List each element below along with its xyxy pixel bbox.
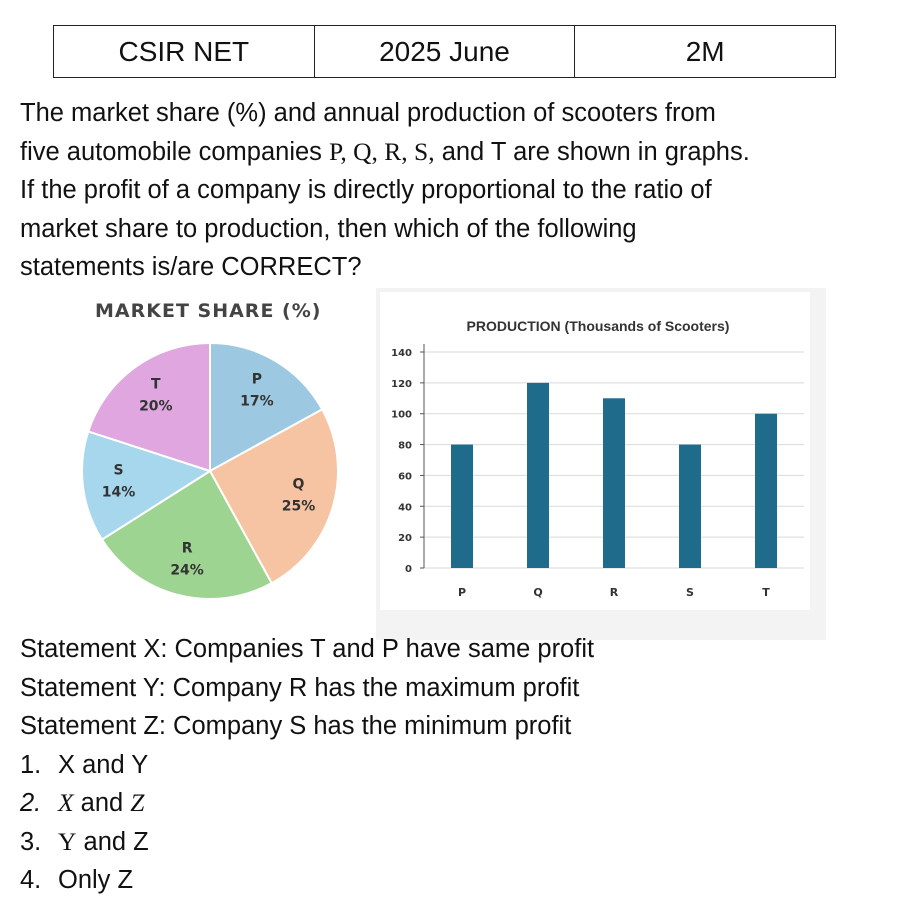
option-3-var-a: Y xyxy=(58,826,77,856)
pie-label-r: R xyxy=(181,540,193,557)
bar-chart-svg xyxy=(376,288,826,640)
pie-value-p: 17% xyxy=(240,393,274,410)
x-tick-label-r: R xyxy=(609,586,619,599)
question-line-2-start: five automobile companies xyxy=(20,137,330,166)
bar-r xyxy=(603,398,625,568)
option-2-and: and xyxy=(73,789,131,817)
bar-s xyxy=(679,445,701,568)
pie-label-t: T xyxy=(151,376,161,393)
pie-label-p: P xyxy=(251,371,263,388)
pie-value-s: 14% xyxy=(101,484,136,501)
question-line-2-end: and T are shown in graphs. xyxy=(434,137,750,166)
x-tick-label-s: S xyxy=(686,586,694,599)
statements-and-options xyxy=(20,630,900,900)
option-4[interactable] xyxy=(20,861,900,900)
pie-value-t: 20% xyxy=(139,398,173,415)
y-tick-label: 140 xyxy=(391,348,412,359)
exam-info-table xyxy=(53,25,836,78)
option-4-text: Only Z xyxy=(58,866,134,894)
option-1-text: X and Y xyxy=(58,750,149,779)
y-tick-label: 100 xyxy=(391,409,412,421)
option-4-number: 4. xyxy=(20,866,42,894)
bar-chart-title: PRODUCTION (Thousands of Scooters) xyxy=(466,318,730,334)
question-line-4: market share to production, then which of the following xyxy=(20,214,637,243)
option-1[interactable] xyxy=(20,746,900,785)
y-tick-label: 20 xyxy=(398,533,412,545)
pie-chart-title: MARKET SHARE (%) xyxy=(95,300,322,322)
production-bar-chart xyxy=(376,288,826,640)
y-tick-label: 60 xyxy=(398,471,412,483)
statement-x: Statement X: Companies T and P have same profit xyxy=(20,635,595,663)
question-line-3: If the profit of a company is directly proportional to the ratio of xyxy=(20,176,712,204)
y-tick-label: 80 xyxy=(398,440,412,452)
x-tick-label-t: T xyxy=(762,586,770,599)
option-3[interactable] xyxy=(20,823,900,862)
y-tick-label: 120 xyxy=(391,378,412,390)
company-variables: P, Q, R, S, xyxy=(329,136,435,166)
x-tick-label-q: Q xyxy=(533,586,543,599)
pie-chart-svg xyxy=(80,295,365,615)
option-2-var-b: Z xyxy=(130,788,145,817)
question-line-5: statements is/are CORRECT? xyxy=(20,253,362,281)
statement-z: Statement Z: Company S has the minimum profit xyxy=(20,712,572,740)
question-text xyxy=(20,94,900,287)
option-1-number: 1. xyxy=(20,750,42,779)
pie-label-q: Q xyxy=(292,476,305,493)
option-2-number: 2. xyxy=(20,789,42,817)
statement-y: Statement Y: Company R has the maximum profit xyxy=(20,673,580,702)
pie-label-s: S xyxy=(113,462,124,479)
y-tick-label: 0 xyxy=(405,564,412,575)
option-3-number: 3. xyxy=(20,827,42,856)
market-share-pie-chart xyxy=(80,295,365,615)
option-3-rest: and Z xyxy=(76,827,149,856)
question-line-1: The market share (%) and annual production of scooters from xyxy=(20,99,716,127)
pie-value-q: 25% xyxy=(281,498,316,515)
exam-session-cell: 2025 June xyxy=(314,26,575,78)
exam-name-cell: CSIR NET xyxy=(54,26,315,78)
question-line-2 xyxy=(20,133,900,172)
bar-chart-panel xyxy=(380,292,810,610)
y-tick-label: 40 xyxy=(398,502,412,514)
bar-q xyxy=(527,383,549,568)
x-tick-label-p: P xyxy=(457,586,467,599)
option-2[interactable] xyxy=(20,784,900,823)
option-2-var-a: X xyxy=(58,788,74,817)
pie-value-r: 24% xyxy=(170,562,204,579)
bar-p xyxy=(451,445,473,568)
bar-t xyxy=(755,414,777,568)
marks-cell: 2M xyxy=(575,26,836,78)
